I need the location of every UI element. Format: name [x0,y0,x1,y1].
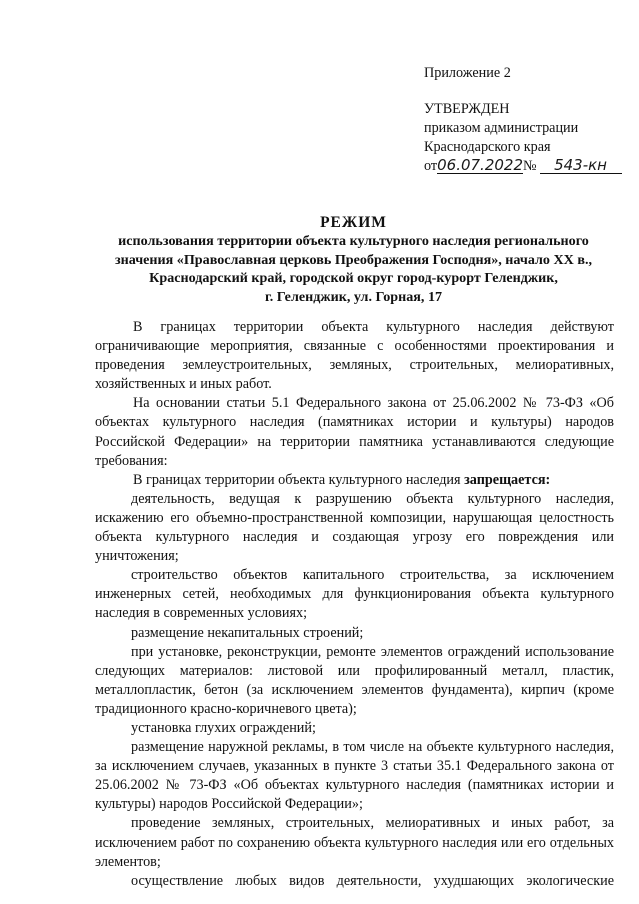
list-item: при установке, реконструкции, ремонте элементов ограждений использование следующих материалов: листовой или профилированный металл, пластик, металлопластик, бетон (за исключением элементов фундамента), кирпич (кроме традиционного красно-коричневого цвета); [95,643,614,717]
appendix-label: Приложение 2 [424,65,511,81]
document-body [95,318,614,891]
title-main: РЕЖИМ [320,214,387,231]
approval-date-line [424,157,622,176]
title-line-3: Краснодарский край, городской округ город-курорт Геленджик, [149,270,558,286]
title-line-2: значения «Православная церковь Преображения Господня», начало XX в., [114,251,593,268]
paragraph-legal-basis: На основании статьи 5.1 Федерального закона от 25.06.2002 № 73-ФЗ «Об объектах культурного наследия (памятниках истории и культуры) народов Российской Федерации» на территории памятника устанавливаются следующие требования: [95,395,614,469]
number-label: № [523,158,537,174]
paragraph-prohibited-heading [95,471,614,490]
prohibited-keyword: запрещается: [464,471,551,488]
document-title [80,213,627,306]
list-item: строительство объектов капитального строительства, за исключением инженерных сетей, необходимых для функционирования объекта культурного наследия в современных условиях; [95,567,614,622]
list-item: установка глухих ограждений; [131,719,316,736]
title-line-1: использования территории объекта культурного наследия регионального [118,233,589,249]
handwritten-date: 06.07.2022 [437,156,523,174]
list-item: размещение наружной рекламы, в том числе на объекте культурного наследия, за исключением случаев, указанных в пункте 3 статьи 35.1 Федерального закона от 25.06.2002 № 73-ФЗ «Об объектах культурного наследия (памятниках истории и культуры) народов Российской Федерации»; [95,739,614,813]
list-item: размещение некапитальных строений; [131,624,364,641]
list-item: проведение земляных, строительных, мелиоративных и иных работ, за исключением работ по сохранению объекта культурного наследия или его отдельных элементов; [95,815,614,870]
approval-block [424,64,622,176]
approval-line-2: Краснодарского края [424,139,551,155]
from-label: от [424,158,438,174]
title-line-4: г. Геленджик, ул. Горная, 17 [264,288,443,305]
approval-line-1: приказом администрации [424,120,579,136]
prohibited-lead: В границах территории объекта культурного наследия [133,471,465,488]
approved-heading: УТВЕРЖДЕН [424,101,510,117]
handwritten-number: 543-кн [540,157,622,174]
paragraph-intro: В границах территории объекта культурного наследия действуют ограничивающие мероприятия, связанные с особенностями проектирования и проведения землеустроительных, земляных, строительных, мелиоративных, хозяйственных и иных работ. [95,319,614,393]
list-item: деятельность, ведущая к разрушению объекта культурного наследия, искажению его объемно-пространственной композиции, нарушающая целостность объекта культурного наследия и создающая угрозу его повреждения или уничтожения; [95,490,614,565]
list-item: осуществление любых видов деятельности, ухудшающих экологические [131,872,614,889]
